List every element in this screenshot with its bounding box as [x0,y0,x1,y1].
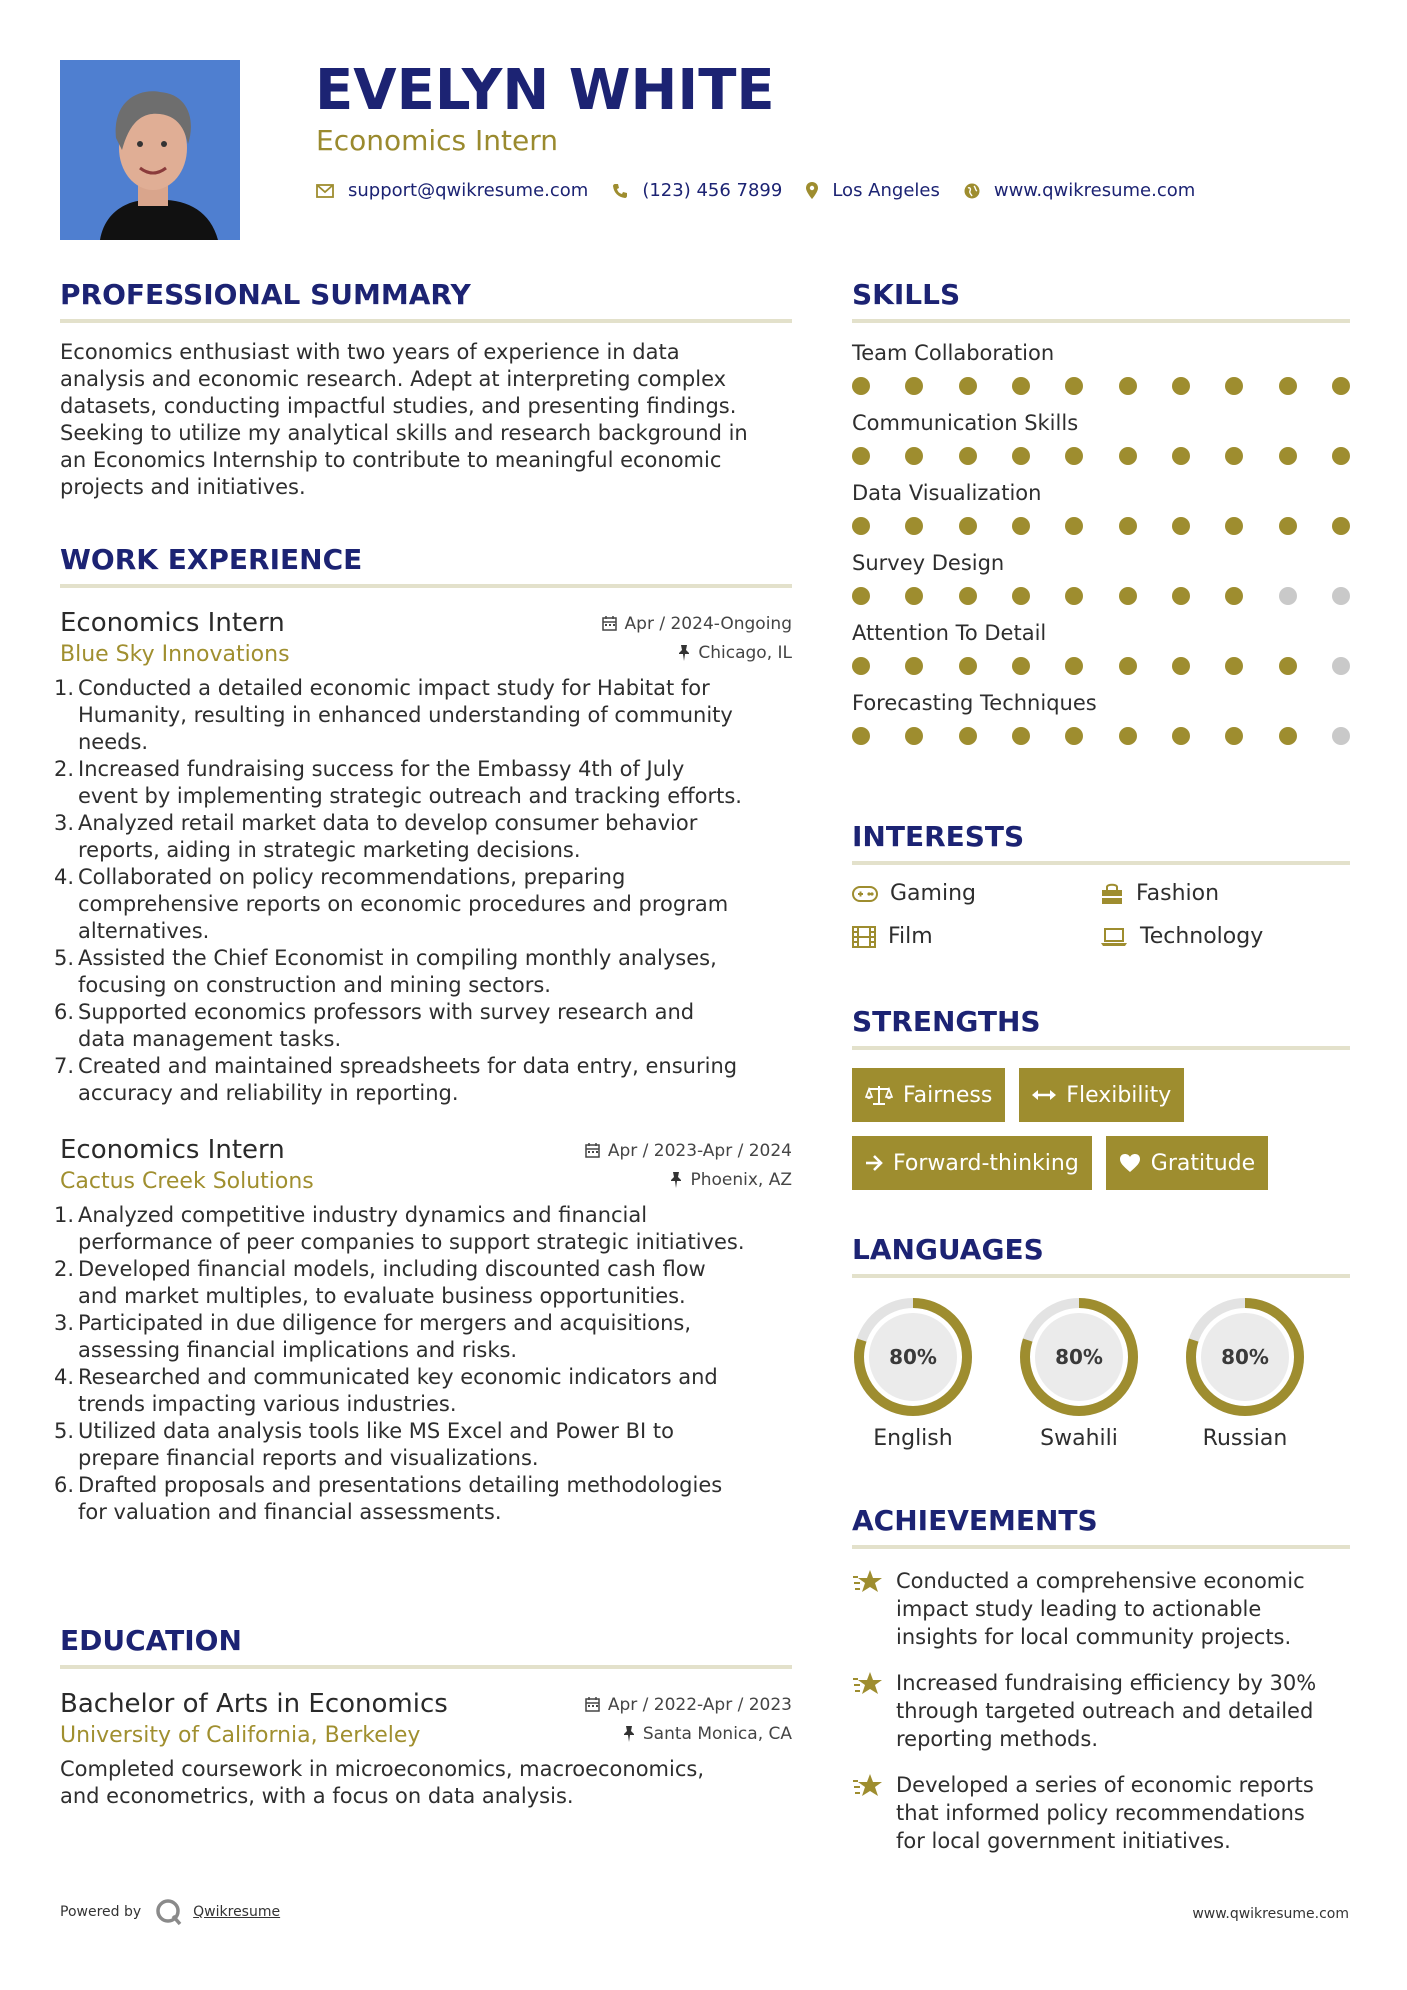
rating-dot-filled [905,447,923,465]
summary-section [60,278,792,501]
rating-dot-filled [1065,727,1083,745]
summary-line: analysis and economic research. Adept at interpreting complex [60,367,727,391]
skill-rating [852,447,1350,465]
language-name: Russian [1202,1426,1288,1451]
achievement-item: Increased fundraising efficiency by 30% through targeted outreach and detailed reporting methods. [852,1669,1350,1753]
arrows-horizontal-icon [1032,1088,1056,1102]
rating-dot-empty [1332,727,1350,745]
summary-line: Economics enthusiast with two years of experience in data [60,340,680,364]
rating-dot-filled [1012,587,1030,605]
degree-title: Bachelor of Arts in Economics [60,1689,448,1719]
candidate-name: EVELYN WHITE [315,58,775,123]
list-item: 4. Researched and communicated key economic indicators and trends impacting various industries. [54,1365,718,1416]
qwikresume-logo-icon [155,1898,183,1926]
rating-dot-filled [905,587,923,605]
rating-dot-filled [1119,727,1137,745]
list-item: 2. Increased fundraising success for the Embassy 4th of July event by implementing strategic outreach and tracking efforts. [54,757,742,808]
summary-line: Seeking to utilize my analytical skills and research background in [60,421,748,445]
skill-rating [852,517,1350,535]
job-entry [54,1135,792,1526]
language-item [1018,1296,1140,1451]
summary-text [60,339,792,501]
section-divider [60,584,792,588]
job-location: Chicago, IL [678,643,792,663]
calendar-icon [585,1697,600,1712]
rating-dot-filled [1119,377,1137,395]
achievements-heading: ACHIEVEMENTS [852,1504,1098,1537]
achievement-item: Conducted a comprehensive economic impact study leading to actionable insights for local community projects. [852,1567,1350,1651]
section-divider [852,861,1350,865]
section-divider [60,319,792,323]
job-bullets [54,675,792,1107]
rating-dot-filled [1225,587,1243,605]
skill-name: Forecasting Techniques [852,691,1097,715]
rating-dot-empty [1332,587,1350,605]
interests-section [852,820,1350,949]
language-name: Swahili [1040,1426,1118,1451]
skills-section [852,278,1350,761]
profile-photo [60,60,240,240]
strength-badge: Forward-thinking [852,1136,1092,1190]
calendar-icon [602,616,617,631]
summary-line: datasets, conducting impactful studies, and presenting findings. [60,394,737,418]
job-title: Economics Intern [60,608,285,638]
section-divider [852,1545,1350,1549]
job-bullets [54,1202,792,1526]
section-divider [60,1665,792,1669]
skill-name: Attention To Detail [852,621,1047,645]
skill-rating [852,377,1350,395]
skill-rating [852,727,1350,745]
language-percent: 80% [1055,1345,1103,1369]
rating-dot-filled [1332,447,1350,465]
rating-dot-filled [1279,727,1297,745]
summary-heading: PROFESSIONAL SUMMARY [60,278,471,311]
rating-dot-empty [1279,587,1297,605]
rating-dot-filled [1172,657,1190,675]
contact-email[interactable] [316,180,588,201]
rating-dot-filled [852,517,870,535]
interests-grid [852,881,1350,949]
balance-scale-icon [865,1084,893,1106]
rating-dot-filled [1065,377,1083,395]
summary-line: projects and initiatives. [60,475,306,499]
rating-dot-filled [1172,377,1190,395]
strengths-section [852,1005,1350,1204]
rating-dot-filled [1172,517,1190,535]
interests-heading: INTERESTS [852,820,1025,853]
rating-dot-empty [1332,657,1350,675]
rating-dot-filled [959,517,977,535]
list-item: 1. Analyzed competitive industry dynamics and financial performance of peer companies to support strategic initiatives. [54,1203,745,1254]
phone-text: (123) 456 7899 [642,180,783,201]
job-date: Apr / 2023-Apr / 2024 [585,1141,792,1161]
rating-dot-filled [959,447,977,465]
footer-powered-by: Powered by Qwikresume [60,1898,280,1926]
rating-dot-filled [1225,377,1243,395]
list-item: 1. Conducted a detailed economic impact study for Habitat for Humanity, resulting in enhanced understanding of community needs. [54,676,733,754]
rating-dot-filled [1225,447,1243,465]
languages-heading: LANGUAGES [852,1233,1044,1266]
strength-badge: Gratitude [1106,1136,1268,1190]
skill-rating [852,587,1350,605]
interest-item: Fashion [1100,881,1350,906]
job-entry [54,608,792,1107]
rating-dot-filled [1279,447,1297,465]
education-section [60,1624,792,1810]
rating-dot-filled [959,657,977,675]
education-date: Apr / 2022-Apr / 2023 [585,1695,792,1715]
email-text: support@qwikresume.com [348,180,589,201]
strength-badge: Flexibility [1019,1068,1184,1122]
contact-bar [316,180,1219,201]
job-date: Apr / 2024-Ongoing [602,614,792,634]
skill-name: Communication Skills [852,411,1079,435]
language-progress-ring [852,1296,974,1418]
website-text: www.qwikresume.com [993,180,1196,201]
list-item: 2. Developed financial models, including discounted cash flow and market multiples, to evaluate business opportunities. [54,1257,706,1308]
summary-line: an Economics Internship to contribute to meaningful economic [60,448,722,472]
rating-dot-filled [1279,657,1297,675]
language-percent: 80% [889,1345,937,1369]
languages-list [852,1296,1350,1451]
star-icon [852,1569,884,1595]
star-icon [852,1773,884,1799]
rating-dot-filled [852,377,870,395]
achievement-item: Developed a series of economic reports that informed policy recommendations for local government initiatives. [852,1771,1350,1855]
list-item: 3. Participated in due diligence for mergers and acquisitions, assessing financial implications and risks. [54,1311,691,1362]
pushpin-icon [678,645,690,661]
rating-dot-filled [852,657,870,675]
rating-dot-filled [1119,657,1137,675]
rating-dot-filled [905,517,923,535]
skill-name: Data Visualization [852,481,1042,505]
section-divider [852,1274,1350,1278]
qwikresume-link[interactable]: Qwikresume [193,1904,281,1920]
skill-rating [852,657,1350,675]
rating-dot-filled [1065,587,1083,605]
list-item: 5. Utilized data analysis tools like MS Excel and Power BI to prepare financial reports and visualizations. [54,1419,674,1470]
gamepad-icon [852,886,878,902]
rating-dot-filled [852,587,870,605]
list-item: 7. Created and maintained spreadsheets for data entry, ensuring accuracy and reliability in reporting. [54,1054,738,1105]
languages-section [852,1233,1350,1451]
experience-section [54,543,792,1526]
rating-dot-filled [1119,447,1137,465]
pushpin-icon [623,1726,635,1742]
rating-dot-filled [1012,657,1030,675]
contact-location [806,180,940,201]
experience-heading: WORK EXPERIENCE [60,543,363,576]
company-name: Cactus Creek Solutions [60,1169,314,1194]
globe-icon [964,183,980,199]
rating-dot-filled [1012,727,1030,745]
calendar-icon [585,1143,600,1158]
rating-dot-filled [852,727,870,745]
language-progress-ring [1184,1296,1306,1418]
rating-dot-filled [959,727,977,745]
list-item: 5. Assisted the Chief Economist in compiling monthly analyses, focusing on construction and mining sectors. [54,946,717,997]
interest-item: Film [852,924,1100,949]
location-text: Los Angeles [832,180,940,201]
interest-item: Gaming [852,881,1100,906]
language-item [1184,1296,1306,1451]
candidate-title: Economics Intern [316,124,559,157]
interest-item: Technology [1100,924,1350,949]
laptop-icon [1100,927,1128,947]
film-icon [852,926,876,948]
contact-website[interactable] [964,180,1195,201]
section-divider [852,1046,1350,1050]
skills-list [852,341,1350,745]
rating-dot-filled [1225,517,1243,535]
rating-dot-filled [1332,517,1350,535]
rating-dot-filled [959,587,977,605]
education-location: Santa Monica, CA [623,1724,792,1744]
rating-dot-filled [1279,517,1297,535]
section-divider [852,319,1350,323]
rating-dot-filled [1065,517,1083,535]
rating-dot-filled [1012,517,1030,535]
list-item: 6. Drafted proposals and presentations detailing methodologies for valuation and financial assessments. [54,1473,723,1524]
rating-dot-filled [959,377,977,395]
school-name: University of California, Berkeley [60,1723,421,1748]
list-item: 4. Collaborated on policy recommendations, preparing comprehensive reports on economic procedures and program alternatives. [54,865,729,943]
rating-dot-filled [1012,377,1030,395]
rating-dot-filled [1119,517,1137,535]
rating-dot-filled [1065,657,1083,675]
list-item: 3. Analyzed retail market data to develop consumer behavior reports, aiding in strategic marketing decisions. [54,811,698,862]
rating-dot-filled [1012,447,1030,465]
rating-dot-filled [1172,447,1190,465]
education-heading: EDUCATION [60,1624,242,1657]
strengths-list [852,1068,1350,1204]
rating-dot-filled [1225,727,1243,745]
language-item [852,1296,974,1451]
skill-name: Team Collaboration [852,341,1055,365]
rating-dot-filled [905,657,923,675]
rating-dot-filled [905,377,923,395]
rating-dot-filled [1225,657,1243,675]
rating-dot-filled [1172,727,1190,745]
bag-icon [1100,883,1124,905]
list-item: 6. Supported economics professors with survey research and data management tasks. [54,1000,695,1051]
strength-badge: Fairness [852,1068,1005,1122]
skill-name: Survey Design [852,551,1005,575]
rating-dot-filled [1172,587,1190,605]
company-name: Blue Sky Innovations [60,642,290,667]
contact-phone[interactable] [612,180,782,201]
rating-dot-filled [852,447,870,465]
star-icon [852,1671,884,1697]
rating-dot-filled [1332,377,1350,395]
job-location: Phoenix, AZ [670,1170,792,1190]
rating-dot-filled [1119,587,1137,605]
pushpin-icon [670,1172,682,1188]
job-title: Economics Intern [60,1135,285,1165]
language-name: English [873,1426,953,1451]
heart-icon [1119,1153,1141,1173]
rating-dot-filled [1065,447,1083,465]
footer-website[interactable]: www.qwikresume.com [1192,1906,1349,1922]
language-progress-ring [1018,1296,1140,1418]
language-percent: 80% [1221,1345,1269,1369]
rating-dot-filled [1279,377,1297,395]
phone-icon [612,183,628,199]
map-pin-icon [806,182,818,199]
strengths-heading: STRENGTHS [852,1005,1041,1038]
achievements-section [852,1504,1350,1855]
rating-dot-filled [905,727,923,745]
arrow-right-icon [865,1154,883,1172]
skills-heading: SKILLS [852,278,961,311]
envelope-icon [316,184,334,198]
education-description: Completed coursework in microeconomics, macroeconomics, and econometrics, with a focus on data analysis. [60,1757,704,1808]
